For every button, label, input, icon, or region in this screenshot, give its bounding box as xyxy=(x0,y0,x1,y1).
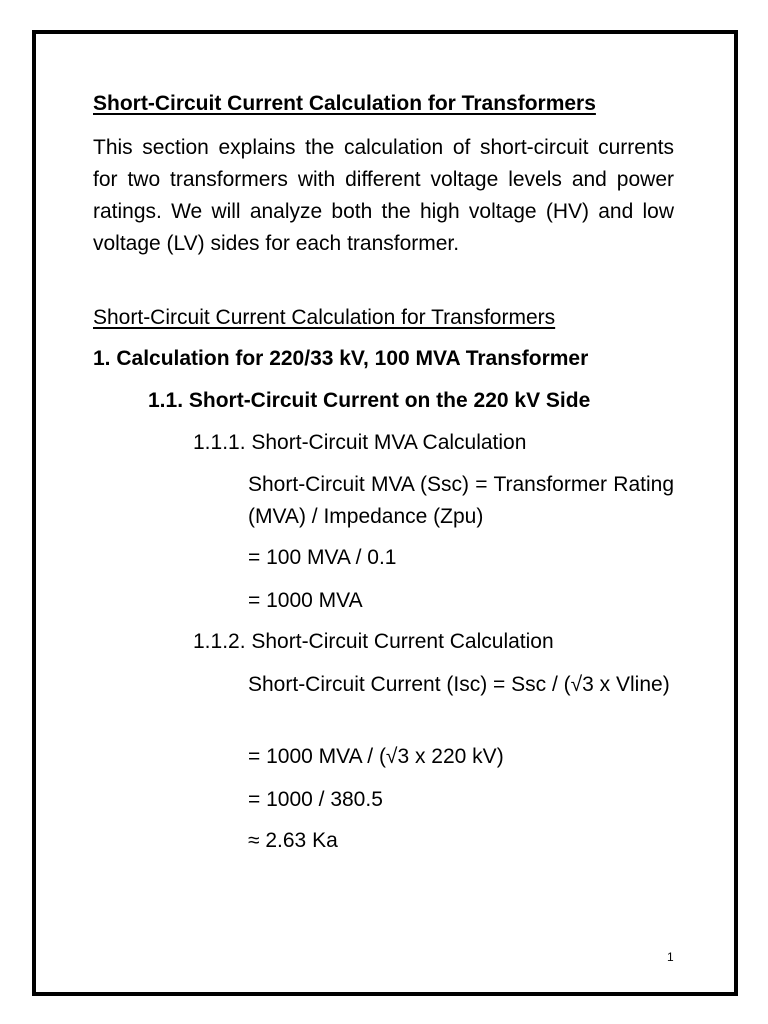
mva-step-1: = 100 MVA / 0.1 xyxy=(248,546,397,569)
section-1-1-2-heading: 1.1.2. Short-Circuit Current Calculation xyxy=(193,630,554,653)
subheading: Short-Circuit Current Calculation for Transformers xyxy=(93,306,556,329)
current-formula: Short-Circuit Current (Isc) = Ssc / (√3 x Vline) xyxy=(248,673,670,696)
current-step-2: = 1000 / 380.5 xyxy=(248,788,383,811)
intro-paragraph: This section explains the calculation of short-circuit currents for two transformers with different voltage levels and power ratings. We will analyze both the high voltage (HV) and low voltage (LV) sides for each transformer. xyxy=(93,136,674,255)
section-1-1-heading: 1.1. Short-Circuit Current on the 220 kV Side xyxy=(148,389,591,412)
mva-formula: Short-Circuit MVA (Ssc) = Transformer Rating (MVA) / Impedance (Zpu) xyxy=(248,473,674,528)
document-title: Short-Circuit Current Calculation for Transformers xyxy=(93,92,596,115)
mva-step-2: = 1000 MVA xyxy=(248,589,363,612)
page-number: 1 xyxy=(667,950,674,964)
current-step-3: ≈ 2.63 Ka xyxy=(248,829,338,852)
section-1-1-1-heading: 1.1.1. Short-Circuit MVA Calculation xyxy=(193,431,527,454)
current-step-1: = 1000 MVA / (√3 x 220 kV) xyxy=(248,745,504,768)
section-1-heading: 1. Calculation for 220/33 kV, 100 MVA Transformer xyxy=(93,347,589,370)
